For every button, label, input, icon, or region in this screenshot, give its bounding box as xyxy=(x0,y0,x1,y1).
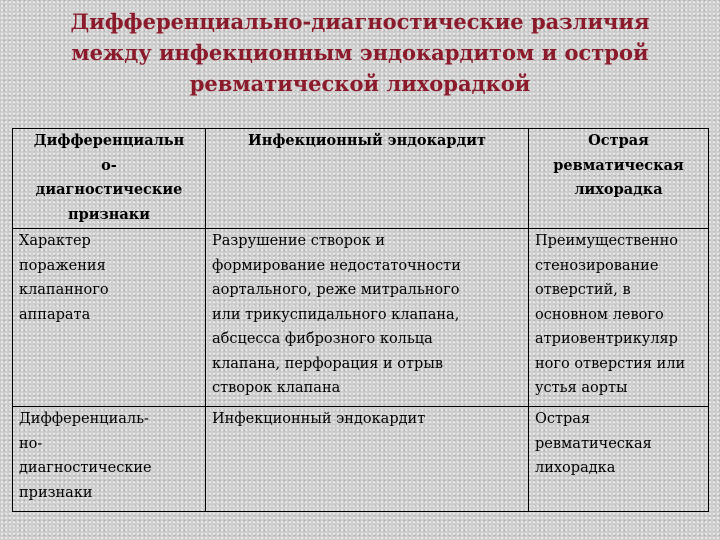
row-valve-damage-label xyxy=(13,229,206,407)
cell-text-line: ного отверстия или xyxy=(535,355,686,372)
cell-text-line: отверстий, в xyxy=(535,282,631,298)
row-repeat-criteria-label xyxy=(13,407,206,512)
cell-text-line: поражения xyxy=(19,257,106,274)
cell-text-line: Острая xyxy=(535,411,591,427)
cell-text-line: Острая xyxy=(588,132,649,149)
cell-text-line: Дифференциальн xyxy=(33,132,185,149)
cell-text-line: основном левого xyxy=(535,306,664,323)
table-row xyxy=(13,229,709,407)
cell-text-line: признаки xyxy=(19,484,93,501)
table-row xyxy=(13,407,709,512)
cell-text-line: устья аорты xyxy=(535,380,628,396)
title-line-2: между инфекционным эндокардитом и острой xyxy=(71,40,649,65)
cell-text-line: абсцесса фиброзного кольца xyxy=(212,331,433,347)
header-infective-endocarditis-cell xyxy=(206,129,529,229)
table-header-row xyxy=(13,129,709,229)
cell-text-line: диагностические xyxy=(35,181,183,198)
cell-text-line: атриовентрикуляр xyxy=(535,331,678,347)
cell-text-line: диагностические xyxy=(19,460,152,476)
row-repeat-endocarditis xyxy=(206,407,529,512)
slide-title xyxy=(0,6,720,99)
cell-text-line: аортального, реже митрального xyxy=(212,282,460,298)
cell-text-line: клапана, перфорация и отрыв xyxy=(212,355,444,372)
title-line-3: ревматической лихорадкой xyxy=(189,71,531,96)
header-criteria-cell xyxy=(13,129,206,229)
cell-text-line: клапанного xyxy=(19,282,109,298)
cell-text-line: признаки xyxy=(68,205,150,223)
cell-text-line: стенозирование xyxy=(535,257,659,274)
cell-text-line: Характер xyxy=(19,233,91,249)
cell-text-line: створок клапана xyxy=(212,380,341,396)
cell-text-line: Разрушение створок и xyxy=(212,233,386,249)
cell-text-line: Преимущественно xyxy=(535,233,678,249)
cell-text-line: о- xyxy=(101,156,117,174)
cell-text-line: Дифференциаль- xyxy=(19,411,149,427)
cell-text-line: Инфекционный эндокардит xyxy=(212,411,426,427)
cell-text-line: Инфекционный эндокардит xyxy=(248,132,486,149)
cell-text-line: аппарата xyxy=(19,306,91,323)
cell-text-line: но- xyxy=(19,435,43,452)
row-repeat-rheumatic xyxy=(529,407,709,512)
cell-text-line: формирование недостаточности xyxy=(212,257,461,274)
header-rheumatic-fever-cell xyxy=(529,129,709,229)
cell-text-line: ревматическая xyxy=(553,156,684,174)
cell-text-line: ревматическая xyxy=(535,435,652,452)
cell-text-line: или трикуспидального клапана, xyxy=(212,306,460,323)
title-line-1: Дифференциально-диагностические различия xyxy=(70,9,650,34)
row-valve-damage-rheumatic xyxy=(529,229,709,407)
cell-text-line: лихорадка xyxy=(574,181,663,198)
row-valve-damage-endocarditis xyxy=(206,229,529,407)
comparison-table xyxy=(12,128,709,512)
cell-text-line: лихорадка xyxy=(535,460,616,476)
